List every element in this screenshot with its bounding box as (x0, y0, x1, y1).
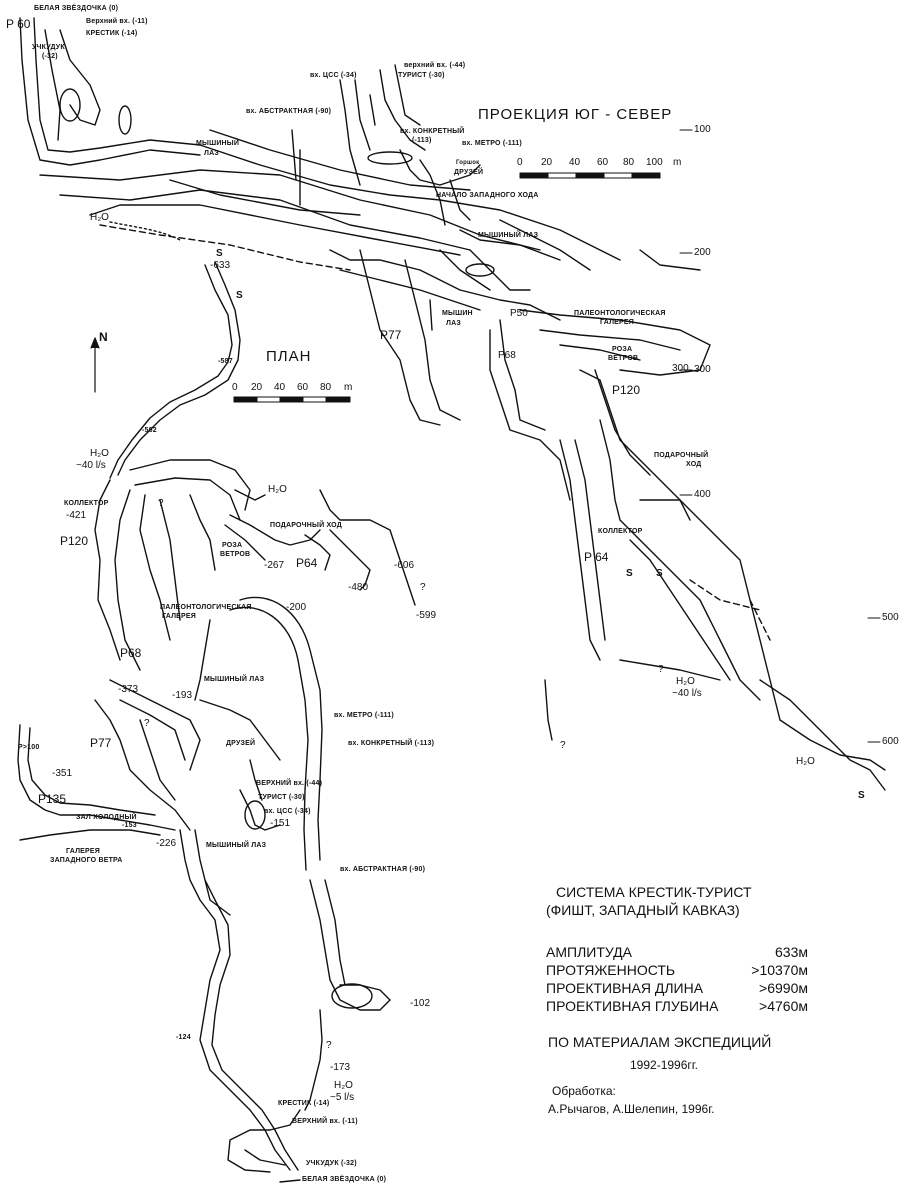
label-480: -480 (348, 582, 369, 593)
label-p68-plan: P68 (120, 646, 142, 660)
label-373: -373 (118, 684, 139, 695)
label-roza-plan: РОЗА (222, 542, 243, 549)
depth-mark-600: 600 (882, 736, 899, 747)
label-p77-plan: P77 (90, 736, 112, 750)
label-p64: P 64 (584, 550, 609, 564)
label-151: -151 (270, 818, 291, 829)
depth-mark-300: 300 (694, 364, 711, 375)
label-upper-11-plan: ВЕРХНИЙ вх. (-11) (292, 1118, 358, 1125)
label-upper-plan: ВЕРХНИЙ вх. (-44) (256, 780, 323, 787)
label-p60: P 60 (6, 17, 31, 31)
label-abstract: вх. АБСТРАКТНАЯ (-90) (246, 108, 332, 115)
label-konkretny-plan: вх. КОНКРЕТНЫЙ (-113) (348, 740, 435, 747)
label-podarochny-plan: ПОДАРОЧНЫЙ ХОД (270, 522, 342, 529)
label-h2o-5: H₂O (334, 1080, 353, 1091)
projection-scale-tick: 0 (517, 157, 523, 168)
label-p50: P50 (510, 308, 528, 319)
label-flow-5: ~5 l/s (330, 1092, 355, 1103)
label-turist: ТУРИСТ (-30) (398, 72, 445, 79)
label-paleo: ПАЛЕОНТОЛОГИЧЕСКАЯ (574, 310, 666, 317)
plan-scale-bar (234, 397, 350, 402)
projection-scale-tick: 20 (541, 157, 553, 168)
label-turist-plan: ТУРИСТ (-30) (258, 794, 305, 801)
label-druzey: ДРУЗЕЙ (454, 169, 484, 176)
label-h2o-plan: H₂O (90, 448, 109, 459)
depth-mark-200: 200 (694, 247, 711, 258)
depth-mark-500: 500 (882, 612, 899, 623)
system-title: СИСТЕМА КРЕСТИК-ТУРИСТ (556, 884, 752, 900)
plan-scale-tick: 40 (274, 382, 286, 393)
label-podarochny: ПОДАРОЧНЫЙ (654, 452, 709, 459)
label-uchkuduk-plan: УЧКУДУК (-32) (306, 1160, 357, 1167)
projection-scale-bar (520, 173, 660, 178)
label-gorshok: Горшок (456, 160, 480, 166)
label-ccs: вх. ЦСС (-34) (310, 72, 357, 79)
label-p77: P77 (380, 328, 402, 342)
label-599: -599 (416, 610, 437, 621)
stat-label: АМПЛИТУДА (546, 944, 632, 960)
label-myshiny-laz-plan: МЫШИНЫЙ ЛАЗ (206, 842, 267, 849)
stat-row (546, 980, 808, 996)
label-p68: P68 (498, 350, 516, 361)
stat-value: >10370м (751, 962, 808, 978)
plan-scale-tick: 0 (232, 382, 238, 393)
label-351: -351 (52, 768, 73, 779)
processing-authors: А.Рычагов, А.Шелепин, 1996г. (548, 1102, 715, 1116)
plan-scale-tick: 60 (297, 382, 309, 393)
projection-scale-unit: m (673, 157, 682, 168)
label-200: -200 (286, 602, 307, 613)
label-p135: P135 (38, 792, 67, 806)
stat-row (546, 944, 808, 960)
projection-scale-tick: 40 (569, 157, 581, 168)
stat-value: >6990м (759, 980, 808, 996)
stat-label: ПРОЕКТИВНАЯ ГЛУБИНА (546, 998, 719, 1014)
label-300: 300 (672, 363, 689, 374)
label-question: ? (658, 664, 664, 675)
source-years: 1992-1996гг. (630, 1058, 699, 1072)
label-kollektor-plan: КОЛЛЕКТОР (64, 500, 109, 507)
label-myshin: МЫШИН (442, 310, 473, 317)
plan-passages (18, 262, 415, 1182)
label-124: -124 (176, 1034, 191, 1041)
label-587: -587 (218, 358, 233, 365)
label-s-end: S (858, 790, 865, 801)
label-roza: РОЗА (612, 346, 633, 353)
label-hod: ХОД (686, 461, 702, 468)
label-upper-44: верхний вх. (-44) (404, 62, 466, 69)
label-h2o-40: H₂O (676, 676, 695, 687)
label-cold-hall: ЗАЛ ХОЛОДНЫЙ (76, 814, 137, 821)
processing-label: Обработка: (552, 1084, 616, 1098)
label-p100: P>100 (18, 744, 40, 751)
label-s-plan: S (216, 248, 223, 259)
label-laz: ЛАЗ (204, 150, 219, 157)
label-white-star: БЕЛАЯ ЗВЁЗДОЧКА (0) (34, 5, 119, 12)
label-paleo-plan: ПАЛЕОНТОЛОГИЧЕСКАЯ (160, 604, 252, 611)
projection-title: ПРОЕКЦИЯ ЮГ - СЕВЕР (478, 106, 673, 123)
label-west-gallery-1: ГАЛЕРЕЯ (66, 848, 101, 855)
label-druzey-plan: ДРУЗЕЙ (226, 740, 256, 747)
label-173: -173 (330, 1062, 351, 1073)
label-upper-entrance: Верхний вх. (-11) (86, 18, 148, 25)
label-myshiny-laz: МЫШИНЫЙ ЛАЗ (478, 232, 539, 239)
label-question-plan: ? (158, 498, 164, 509)
label-p120-plan: P120 (60, 534, 89, 548)
label-153: -153 (122, 822, 137, 829)
label-myshiny-plan: МЫШИНЫЙ ЛАЗ (204, 676, 265, 683)
label-421: -421 (66, 510, 87, 521)
label-uchkuduk-depth: (-32) (42, 53, 58, 60)
plan-scale-tick: 80 (320, 382, 332, 393)
label-606: -606 (394, 560, 415, 571)
label-193: -193 (172, 690, 193, 701)
label-226: -226 (156, 838, 177, 849)
system-subtitle: (ФИШТ, ЗАПАДНЫЙ КАВКАЗ) (546, 902, 740, 918)
label-vetrov-plan: ВЕТРОВ (220, 551, 251, 558)
label-krestik: КРЕСТИК (-14) (86, 30, 138, 37)
north-label: N (99, 330, 108, 344)
label-question: ? (560, 740, 566, 751)
label-562: -562 (142, 427, 157, 434)
label-h2o-plan-b: H₂O (268, 484, 287, 495)
label-galereya: ГАЛЕРЕЯ (600, 319, 635, 326)
stat-label: ПРОТЯЖЕННОСТЬ (546, 962, 676, 978)
label-laz-3: ЛАЗ (446, 320, 461, 327)
label-p120: P120 (612, 383, 641, 397)
label-west-start: НАЧАЛО ЗАПАДНОГО ХОДА (436, 192, 539, 199)
label-question-plan: ? (144, 718, 150, 729)
label-metro: вх. МЕТРО (-111) (462, 140, 522, 147)
label-question-plan: ? (420, 582, 426, 593)
projection-scale-tick: 80 (623, 157, 635, 168)
stat-row (546, 998, 808, 1014)
label-s-plan-2: S (236, 290, 243, 301)
label-abstract-plan: вх. АБСТРАКТНАЯ (-90) (340, 866, 426, 873)
projection-scale-tick: 100 (646, 157, 663, 168)
stat-value: >4760м (759, 998, 808, 1014)
label-p64-plan: P64 (296, 556, 318, 570)
label-konkretny-depth: (-113) (412, 137, 432, 144)
label-west-gallery-2: ЗАПАДНОГО ВЕТРА (50, 857, 123, 864)
label-kollektor: КОЛЛЕКТОР (598, 528, 643, 535)
depth-mark-400: 400 (694, 489, 711, 500)
stat-row (546, 962, 808, 978)
label-metro-plan: вх. МЕТРО (-111) (334, 712, 394, 719)
stat-value: 633м (775, 944, 808, 960)
stat-label: ПРОЕКТИВНАЯ ДЛИНА (546, 980, 704, 996)
source-line: ПО МАТЕРИАЛАМ ЭКСПЕДИЦИЙ (548, 1034, 772, 1050)
label-633: -633 (210, 260, 231, 271)
north-arrow (91, 338, 99, 392)
label-uchkuduk: УЧКУДУК (32, 44, 65, 51)
label-h2o-end: H₂O (796, 756, 815, 767)
label-white-star-plan: БЕЛАЯ ЗВЁЗДОЧКА (0) (302, 1176, 387, 1183)
label-102: -102 (410, 998, 431, 1009)
label-question-plan: ? (326, 1040, 332, 1051)
plan-scale-tick: 20 (251, 382, 263, 393)
label-vetrov: ВЕТРОВ (608, 355, 639, 362)
label-h2o: H₂O (90, 212, 109, 223)
label-myshiny: МЫШИНЫЙ (196, 140, 240, 147)
label-flow-plan: ~40 l/s (76, 460, 106, 471)
label-galereya-plan: ГАЛЕРЕЯ (162, 613, 197, 620)
label-flow-40: ~40 l/s (672, 688, 702, 699)
depth-mark-100: 100 (694, 124, 711, 135)
label-s-2: S (656, 568, 663, 579)
plan-scale-unit: m (344, 382, 353, 393)
label-krestik-plan: КРЕСТИК (-14) (278, 1100, 330, 1107)
label-konkretny: вх. КОНКРЕТНЫЙ (400, 128, 465, 135)
projection-scale-tick: 60 (597, 157, 609, 168)
label-s-1: S (626, 568, 633, 579)
label-267: -267 (264, 560, 285, 571)
label-ccs-plan: вх. ЦСС (-34) (264, 808, 311, 815)
plan-title: ПЛАН (266, 348, 312, 365)
